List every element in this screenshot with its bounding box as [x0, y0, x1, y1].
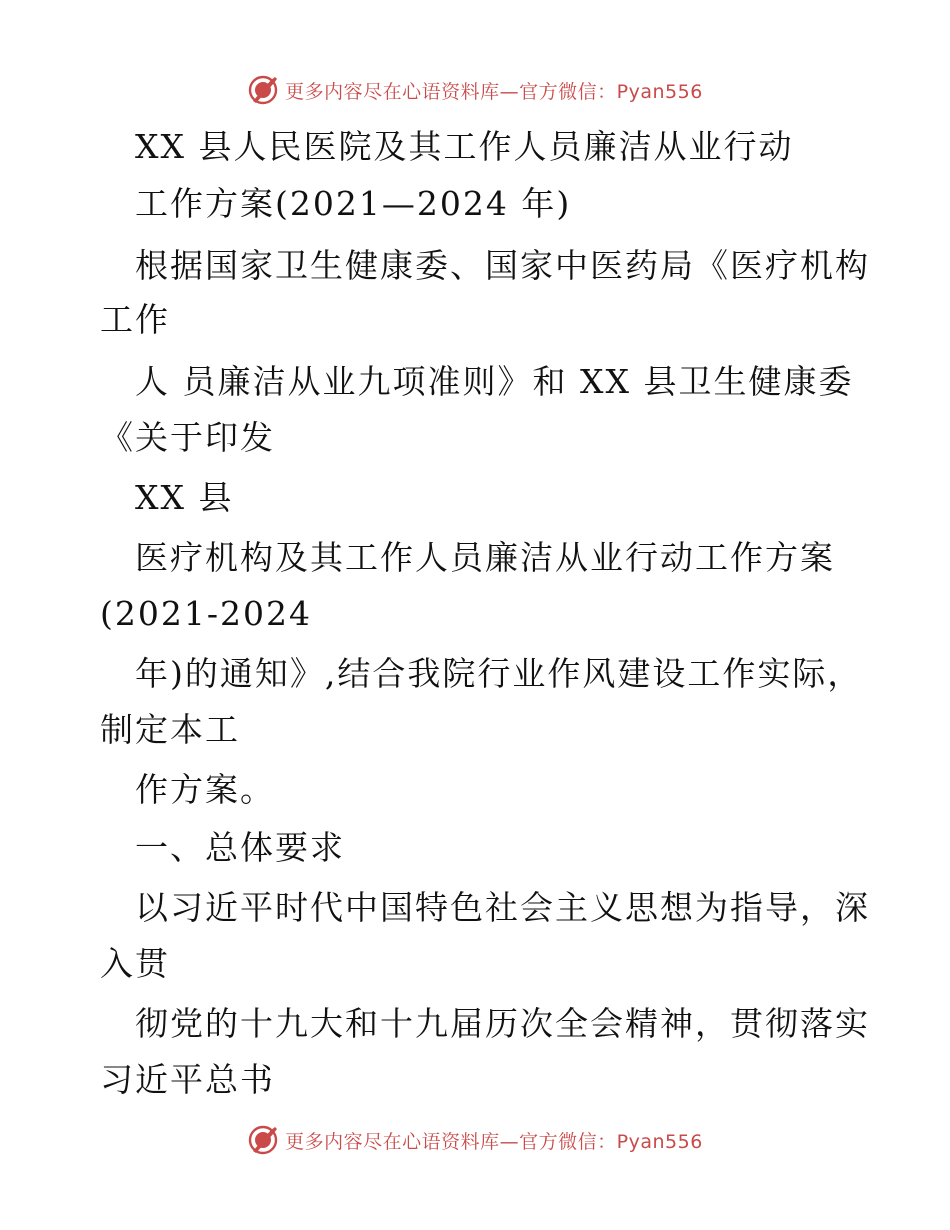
text-line: 以习近平时代中国特色社会主义思想为指导，深 [135, 888, 870, 927]
text-line: 习近平总书 [100, 1060, 275, 1099]
text-line: (2021-2024 [100, 594, 312, 633]
text-line: 根据国家卫生健康委、国家中医药局《医疗机构 [135, 246, 870, 285]
text-line: 入贯 [100, 944, 170, 983]
text-line: 医疗机构及其工作人员廉洁从业行动工作方案 [135, 538, 835, 577]
text-line: XX 县 [135, 478, 234, 517]
footer-banner [0, 1120, 950, 1160]
document-title-line-1: XX 县人民医院及其工作人员廉洁从业行动 [135, 127, 794, 166]
text-line: 彻党的十九大和十九届历次全会精神，贯彻落实 [135, 1004, 870, 1043]
section-heading: 一、总体要求 [135, 828, 345, 867]
document-title-line-2: 工作方案(2021—2024 年) [135, 184, 572, 223]
text-line: 工作 [100, 300, 170, 339]
text-line: 制定本工 [100, 710, 240, 749]
pen-in-circle-logo-icon [247, 1124, 279, 1156]
text-line: 人 员廉洁从业九项准则》和 XX 县卫生健康委 [135, 362, 854, 401]
text-line: 《关于印发 [100, 418, 275, 457]
text-line: 年)的通知》,结合我院行业作风建设工作实际， [135, 654, 863, 693]
text-line: 作方案。 [135, 770, 275, 809]
banner-text: 更多内容尽在心语资料库—官方微信：Pyan556 [285, 80, 703, 103]
banner-text: 更多内容尽在心语资料库—官方微信：Pyan556 [285, 1130, 703, 1153]
